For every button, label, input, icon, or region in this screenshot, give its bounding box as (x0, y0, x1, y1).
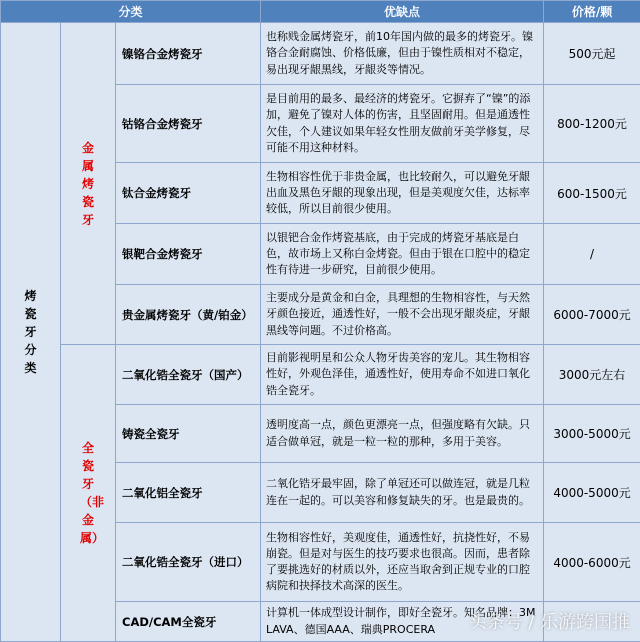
row-desc: 也称贱金属烤瓷牙，前10年国内做的最多的烤瓷牙。镍铬合金耐腐蚀、价格低廉，但由于镍性质相对不稳定，易出现牙龈黑线，牙龈炎等情况。 (261, 23, 544, 85)
row-desc: 目前影视明星和公众人物牙齿美容的宠儿。其生物相容性好，外观色泽佳，通透性好，使用寿命不如进口氧化锆全瓷牙。 (261, 345, 544, 405)
row-price: / (544, 224, 640, 285)
group-label: 烤瓷牙分类 (22, 287, 40, 377)
row-desc: 生物相容性优于非贵金属，也比较耐久，可以避免牙龈出血及黑色牙龈的现象出现，但是美观度欠佳，达标率较低，所以目前很少使用。 (261, 163, 544, 224)
subgroup-ceramic-label: 全瓷牙（非金属） (80, 439, 96, 547)
row-price: 800-1200元 (544, 85, 640, 163)
row-price: 600-1500元 (544, 163, 640, 224)
subgroup-metal-cell (61, 23, 116, 345)
row-desc: 是目前用的最多、最经济的烤瓷牙。它摒弃了“镍”的添加，避免了镍对人体的伤害，且坚固耐用。但是通透性欠佳，个人建议如果年轻女性朋友做前牙美学修复，尽可能不用这种材料。 (261, 85, 544, 163)
row-desc: 透明度高一点，颜色更漂亮一点，但强度略有欠缺。只适合做单冠，就是一粒一粒的那种，多用于美容。 (261, 405, 544, 463)
header-category: 分类 (1, 1, 261, 23)
row-price: 3000元左右 (544, 345, 640, 405)
row-name: 镍铬合金烤瓷牙 (116, 23, 261, 85)
row-name: 钴铬合金烤瓷牙 (116, 85, 261, 163)
row-name: 铸瓷全瓷牙 (116, 405, 261, 463)
row-desc: 以银钯合金作烤瓷基底，由于完成的烤瓷牙基底是白色，故市场上又称白金烤瓷。但由于银在口腔中的稳定性有待进一步研究，目前很少使用。 (261, 224, 544, 285)
row-desc: 计算机一体成型设计制作，即好全瓷牙。知名品牌：3M LAVA、德国AAA、瑞典PROCERA (261, 602, 544, 642)
row-desc: 生物相容性好，美观度佳，通透性好，抗挠性好，不易崩瓷。但是对与医生的技巧要求也很高。因而，患者除了要挑选好的材质以外，还应当取舍到正规专业的口腔病院和抉择技术高深的医生。 (261, 523, 544, 602)
row-price: 6000-7000元 (544, 285, 640, 345)
row-name: 钛合金烤瓷牙 (116, 163, 261, 224)
row-name: 银靶合金烤瓷牙 (116, 224, 261, 285)
row-name: 贵金属烤瓷牙（黄/铂金） (116, 285, 261, 345)
row-desc: 二氧化锆牙最牢固，除了单冠还可以做连冠，就是几粒连在一起的。可以美容和修复缺失的牙。也是最贵的。 (261, 463, 544, 523)
row-price: 500元起 (544, 23, 640, 85)
subgroup-metal-label: 金属烤瓷牙 (80, 139, 96, 229)
row-name: 二氧化锆全瓷牙（进口） (116, 523, 261, 602)
table-row (1, 345, 640, 405)
header-pros-cons: 优缺点 (261, 1, 544, 23)
watermark: 头条号 / 乐游跨国推 (468, 608, 630, 634)
row-name: CAD/CAM全瓷牙 (116, 602, 261, 642)
group-label-cell (1, 23, 61, 642)
header-price: 价格/颗 (544, 1, 640, 23)
row-desc: 主要成分是黄金和白金，具理想的生物相容性，与天然牙颜色接近，通透性好，一般不会出现牙龈炎症，牙龈黑线等问题。不过价格高。 (261, 285, 544, 345)
table-row (1, 23, 640, 85)
row-name: 二氧化锆全瓷牙（国产） (116, 345, 261, 405)
row-name: 二氧化铝全瓷牙 (116, 463, 261, 523)
header-row (1, 1, 640, 23)
row-price: 4000-5000元 (544, 463, 640, 523)
row-price: 3000-5000元 (544, 405, 640, 463)
subgroup-ceramic-cell (61, 345, 116, 642)
row-price: 4000-6000元 (544, 523, 640, 602)
